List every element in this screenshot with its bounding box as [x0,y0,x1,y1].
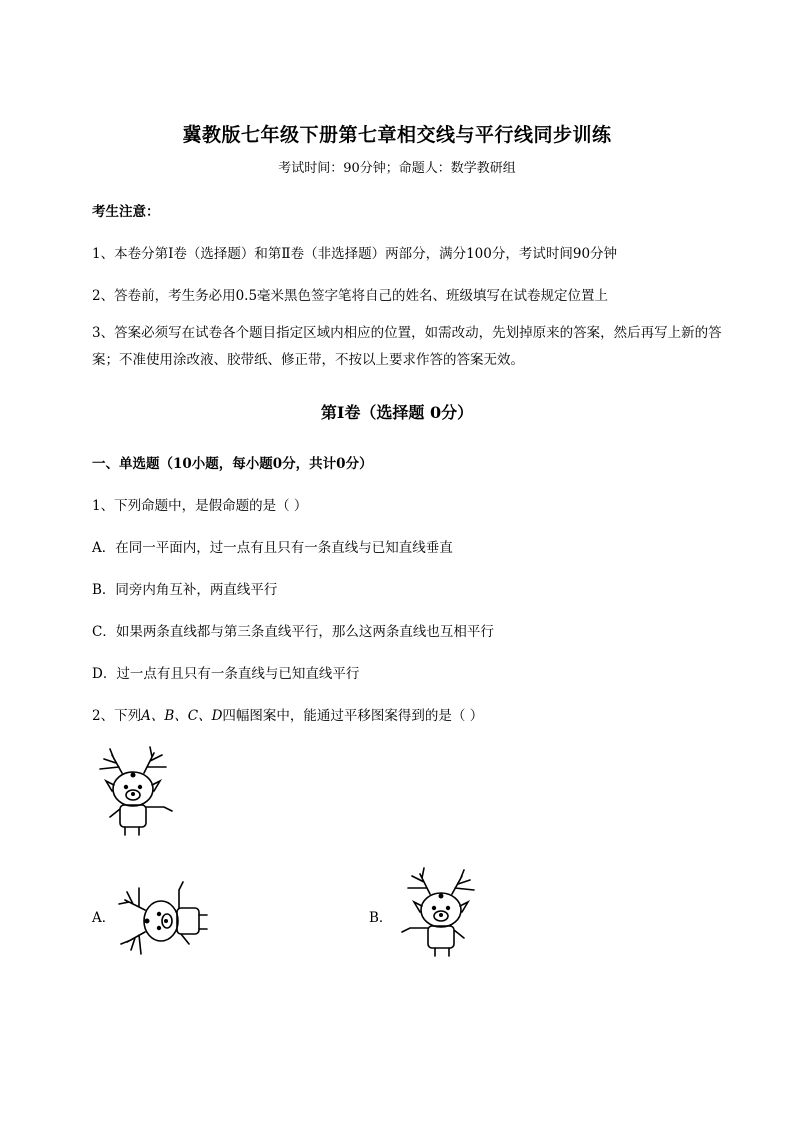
question-stem: 1、下列命题中，是假命题的是（ ） [92,498,308,514]
option-b-label: B． [369,910,393,926]
question-stem [92,704,483,724]
deer-option-b-figure [392,866,482,961]
deer-option-a-figure [115,870,210,960]
part-heading: 一、单选题（10小题，每小题0分，共计0分） [92,456,373,472]
question-option: D．过一点有且只有一条直线与已知直线平行 [92,666,360,682]
notice-item: 1、本卷分第I卷（选择题）和第Ⅱ卷（非选择题）两部分，满分100分，考试时间90分钟 [92,246,618,262]
notice-item: 2、答卷前，考生务必用0.5毫米黑色签字笔将自己的姓名、班级填写在试卷规定位置上 [92,288,609,304]
option-a-label: A． [92,910,116,926]
page-title: 冀教版七年级下册第七章相交线与平行线同步训练 [182,124,612,146]
stem-suffix: 四幅图案中，能通过平移图案得到的是（ ） [222,708,484,724]
stem-letters: A、B、C、D [141,708,223,724]
section-title: 第I卷（选择题 0分） [320,403,474,422]
question-option: A．在同一平面内，过一点有且只有一条直线与已知直线垂直 [92,540,453,556]
deer-original-figure [92,745,182,840]
question-option: B．同旁内角互补，两直线平行 [92,582,278,598]
notice-item: 3、答案必须写在试卷各个题目指定区域内相应的位置，如需改动，先划掉原来的答案，然后再写上新的答案；不准使用涂改液、胶带纸、修正带，不按以上要求作答的答案无效。 [92,325,722,368]
exam-info: 考试时间：90分钟；命题人：数学教研组 [278,161,516,176]
notice-heading: 考生注意： [92,204,160,220]
stem-prefix: 2、下列 [92,708,142,724]
question-option: C．如果两条直线都与第三条直线平行，那么这两条直线也互相平行 [92,624,494,640]
